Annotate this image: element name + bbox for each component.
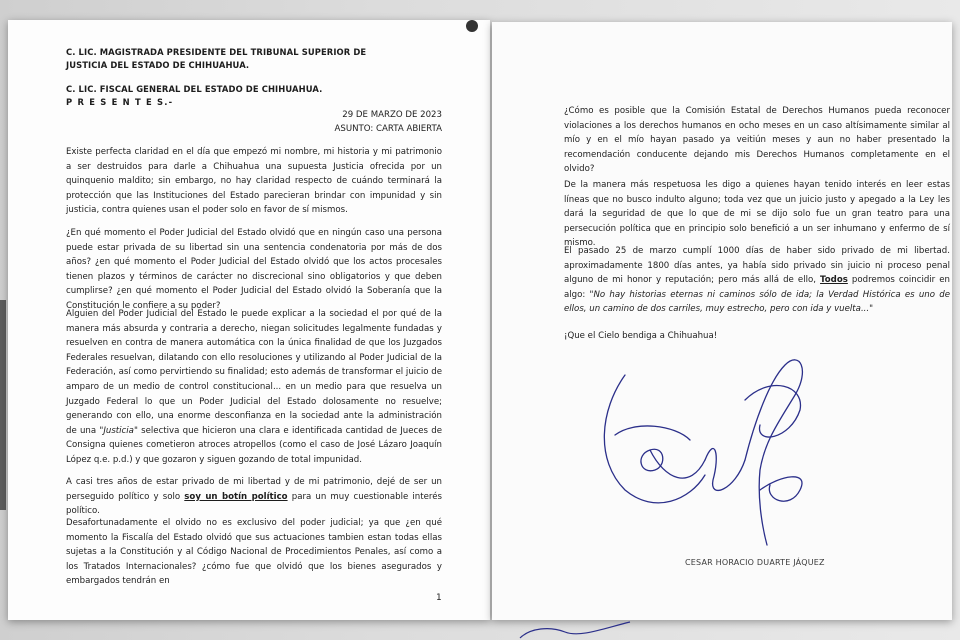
blessing: ¡Que el Cielo bendiga a Chihuahua!	[564, 331, 718, 341]
signature-overflow-stroke	[510, 618, 650, 640]
p2-paragraph-3-bold: Todos	[820, 275, 848, 286]
paragraph-2: ¿En qué momento el Poder Judicial del Estado olvidó que en ningún caso una persona puede estar privada de su libertad sin una sentencia condenatoria por más de dos años? ¿en qué momento el Poder Judicial del Estado olvidó que los actos procesales tienen plazos y términos de carácter no discrecional sino obligatorios y que deben cumplirse? ¿en qué momento el Poder Judicial del Estado olvidó la Soberanía que la Constitución le confiere a su poder?	[66, 228, 442, 311]
paragraph-3	[66, 307, 442, 468]
paragraph-4-text-a: A casi tres años de estar privado de mi libertad y de mi patrimonio, dejé de ser un perseguido político y solo	[66, 477, 442, 502]
addressee-magistrate	[66, 46, 466, 72]
addressee-prosecutor: C. LIC. FISCAL GENERAL DEL ESTADO DE CHIHUAHUA.	[66, 84, 323, 94]
paragraph-4-bold: soy un botín político	[184, 491, 288, 502]
paragraph-3-italic: "Justicia"	[99, 425, 138, 436]
paragraph-3-text-b: selectiva que hicieron una clara e identificada cantidad de Jueces de Consigna quienes cometieron atroces atropellos (como el caso de José Lázaro Joaquín López q.e. p.d.) y que gozaron y siguen gozando de total impunidad.	[66, 425, 442, 465]
desk-edge	[0, 300, 6, 510]
p2-paragraph-3-text-b: podremos coincidir en algo:	[564, 275, 951, 300]
paragraph-5: Desafortunadamente el olvido no es exclusivo del poder judicial; ya que ¿en qué momento la Fiscalía del Estado olvidó que sus actuaciones tambien estan todas ellas sujetas a la Constitución y al Código Nacional de Procedimientos Penales, así como a los Tratados Internacionales? ¿cómo fue que olvidó que los bienes asegurados y embargados tendrán en	[66, 518, 442, 587]
signature-name: CESAR HORACIO DUARTE JÁQUEZ	[685, 558, 825, 567]
letter-page-1	[8, 20, 490, 620]
addressee-magistrate-line1: C. LIC. MAGISTRADA PRESIDENTE DEL TRIBUNAL SUPERIOR DE	[66, 47, 367, 57]
p2-paragraph-1: ¿Cómo es posible que la Comisión Estatal de Derechos Humanos pueda reconocer violaciones a los derechos humanos en ocho meses en un caso altísimamente similar al mío y en el mío hayan pasado ya veitiún meses y aun no haber presentado la recomendación conducente dejando mis Derechos Humanos completamente en el olvido?	[564, 106, 950, 175]
p2-paragraph-2: De la manera más respetuosa les digo a quienes hayan tenido interés en leer estas líneas que no busco indulto alguno; toda vez que un juicio justo y apegado a la Ley les dará la seguridad de que lo que de mi se dijo solo fue un gran teatro para una persecución política que en principio solo benefició a un ser inhumano y enfermo de sí mismo.	[564, 180, 950, 249]
paragraph-4-text-b: para un muy cuestionable interés político.	[66, 491, 443, 517]
page-number: 1	[436, 593, 442, 603]
p2-paragraph-3-quote: "No hay historias eternas ni caminos sólo de ida; la Verdad Histórica es uno de ellos, un camino de dos carriles, muy estrecho, pero con ida y vuelta..."	[564, 289, 950, 315]
binder-clip	[466, 20, 478, 32]
paragraph-1: Existe perfecta claridad en el día que empezó mi nombre, mi historia y mi patrimonio a ser destruidos para darle a Chihuahua una supuesta Justicia ofrecida por un quinquenio maldito; sin embargo, no hay claridad respecto de cuándo terminará la protección que las Instituciones del Estado parecieran brindar con impunidad y sin justicia, contra quienes usan el poder solo en favor de sí mismos.	[66, 147, 442, 216]
paragraph-3-text-a: Alguien del Poder Judicial del Estado le puede explicar a la sociedad el por qué de la manera más absurda y contraria a derecho, niegan solicitudes legalmente fundadas y resuelven en contra de manera automática con la única finalidad de que los Juzgados Federales resuelvan, dilatando con ello resoluciones y utilizando al Poder Judicial de la Federación, así como pervirtiendo su finalidad; esto además de transformar el juicio de amparo de un medio de control constitucional... en un medio para que resuelva un Juzgado Federal lo que un Poder Judicial del Estado dolosamente no resuelve; generando con ello, una enorme desconfianza en la sociedad ante la administración de una	[66, 309, 442, 436]
presentes: P R E S E N T E S.-	[66, 97, 174, 107]
letter-subject: ASUNTO: CARTA ABIERTA	[334, 124, 442, 134]
addressee-magistrate-line2: JUSTICIA DEL ESTADO DE CHIHUAHUA.	[66, 60, 250, 70]
handwritten-signature	[595, 340, 855, 560]
p2-paragraph-3	[564, 244, 950, 317]
letter-date: 29 DE MARZO DE 2023	[342, 110, 442, 120]
p2-paragraph-3-text-a: El pasado 25 de marzo cumplí 1000 días de haber sido privado de mi libertad. aproximadamente 1800 días antes, ya había sido privado sin juicio ni proceso penal alguno de mi honor y reputación; pero más allá de ello,	[564, 246, 950, 286]
paragraph-4	[66, 475, 442, 519]
